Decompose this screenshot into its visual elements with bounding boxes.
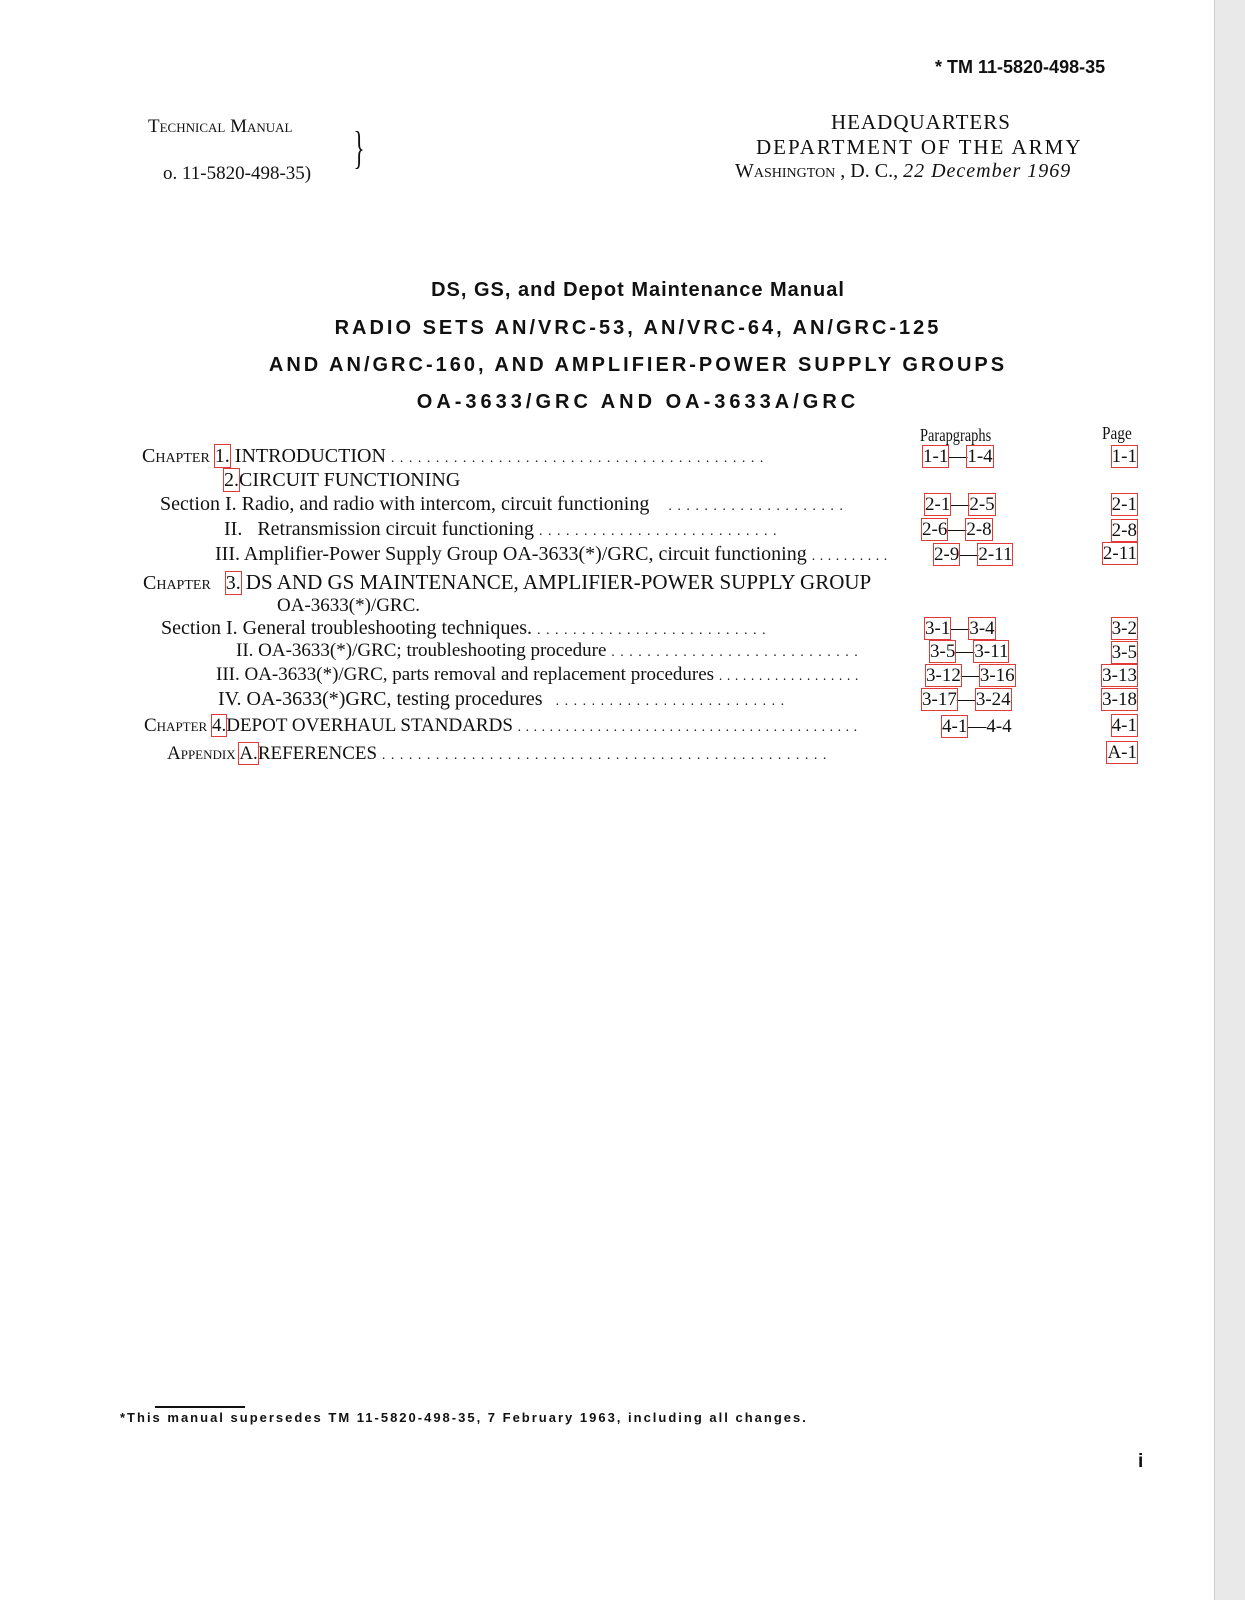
toc-leader: . . . . . . . . . . . . . . . . . . . . . . . . . . xyxy=(555,694,786,709)
toc-entry-3-IV[interactable] xyxy=(218,689,785,710)
toc-title: OA-3633(*)/GRC; troubleshooting procedure xyxy=(258,640,607,661)
toc-leader: . . . . . . . . . . . . . . . . . . . . . . . . . . . xyxy=(538,524,778,539)
title-line-3: AND AN/GRC-160, AND AMPLIFIER-POWER SUPPLY GROUPS xyxy=(268,354,1008,376)
headquarters: HEADQUARTERS xyxy=(831,110,1011,134)
para-from-link[interactable]: 2-9 xyxy=(934,544,960,565)
toc-leader: . . . . . . . . . . . . . . . . . . . . . . . . . . . . . . . . . . . . . . . . . . . . . . . . . . xyxy=(381,748,828,763)
page-link[interactable]: 1-1 xyxy=(1111,446,1137,467)
para-to-link[interactable]: 2-11 xyxy=(978,544,1013,565)
tm-number: * TM 11-5820-498-35 xyxy=(935,57,1106,77)
page-edge xyxy=(1214,0,1245,1600)
page-number: i xyxy=(1138,1451,1144,1472)
toc-title: CIRCUIT FUNCTIONING xyxy=(239,469,461,491)
para-from-link[interactable]: 2-1 xyxy=(925,494,951,515)
toc-entry-2-III[interactable] xyxy=(215,544,888,565)
toc-title: Radio, and radio with intercom, circuit functioning xyxy=(241,493,650,515)
col-page-header: Page xyxy=(1102,423,1132,443)
page-link[interactable]: 2-1 xyxy=(1111,494,1137,515)
toc-title: Amplifier-Power Supply Group OA-3633(*)/GRC, circuit functioning xyxy=(243,543,807,565)
location: Washington , D. C., xyxy=(735,160,899,182)
toc-leader: . . . . . . . . . . . . . . . . . . . . . . . . . . xyxy=(537,623,767,638)
technical-manual-label: Technical Manual xyxy=(148,116,293,137)
page-link[interactable]: 3-5 xyxy=(1111,642,1137,663)
para-to-link[interactable]: 3-24 xyxy=(975,689,1011,710)
department: DEPARTMENT OF THE ARMY xyxy=(756,135,1083,159)
para-to-link[interactable]: 1-4 xyxy=(967,446,993,467)
toc-title: General troubleshooting techniques. xyxy=(242,617,533,639)
toc-chapter-link[interactable]: 1. xyxy=(214,445,230,467)
page-link[interactable]: 3-13 xyxy=(1102,665,1137,686)
toc-prefix: Chapter xyxy=(143,572,211,594)
toc-entry-chapter-4[interactable] xyxy=(144,716,858,736)
page-link[interactable]: 3-2 xyxy=(1111,618,1137,639)
toc-chapter-link[interactable]: 3. xyxy=(225,572,241,594)
toc-leader: . . . . . . . . . . . . . . . . . . xyxy=(718,669,859,684)
page-link[interactable]: 2-8 xyxy=(1111,520,1137,541)
toc-leader: . . . . . . . . . . . . . . . . . . . . . . . . . . . . . . . . . . . . . . . . . . xyxy=(390,451,765,466)
toc-prefix: Section I. xyxy=(161,617,238,639)
toc-entry-3-II[interactable] xyxy=(236,641,859,661)
para-to-link[interactable]: 2-5 xyxy=(969,494,995,515)
para-to-link[interactable]: 2-8 xyxy=(966,519,992,540)
toc-entry-3-III[interactable] xyxy=(216,665,859,685)
toc-chapter-link[interactable]: 2. xyxy=(224,469,239,491)
toc-entry-2-II[interactable] xyxy=(224,519,777,540)
para-to-link[interactable]: 3-16 xyxy=(979,665,1015,686)
para-from-link[interactable]: 3-1 xyxy=(925,618,951,639)
page-link[interactable]: 4-1 xyxy=(1111,715,1137,736)
toc-leader: . . . . . . . . . . . . . . . . . . . . . . . . . . . . xyxy=(611,645,859,660)
page-link[interactable]: 2-11 xyxy=(1102,543,1137,564)
toc-prefix: II. xyxy=(224,518,243,540)
title-line-4: OA-3633/GRC AND OA-3633A/GRC xyxy=(416,391,860,413)
toc-prefix: III. xyxy=(215,543,240,565)
brace: } xyxy=(353,122,365,173)
toc-entry-3-I[interactable] xyxy=(161,618,767,639)
para-to-link[interactable]: 3-4 xyxy=(969,618,995,639)
page-link[interactable]: A-1 xyxy=(1107,742,1137,763)
toc-prefix: II. xyxy=(236,640,254,661)
title-line-1: DS, GS, and Depot Maintenance Manual xyxy=(431,279,845,301)
toc-leader: . . . . . . . . . . xyxy=(811,549,888,564)
para-from-link[interactable]: 4-1 xyxy=(942,716,968,737)
toc-entry-chapter-2[interactable] xyxy=(224,470,460,491)
toc-chapter-link[interactable]: 4. xyxy=(211,715,227,736)
para-to-link[interactable]: 3-11 xyxy=(974,641,1009,662)
toc-title: OA-3633(*)/GRC, parts removal and replacement procedures xyxy=(244,664,715,685)
toc-prefix: IV. xyxy=(218,688,242,710)
para-from-link[interactable]: 3-5 xyxy=(930,641,956,662)
toc-title: DEPOT OVERHAUL STANDARDS xyxy=(226,715,513,736)
date: 22 December 1969 xyxy=(903,160,1072,182)
toc-prefix: III. xyxy=(216,664,240,685)
footnote-rule xyxy=(155,1406,245,1408)
page-link[interactable]: 3-18 xyxy=(1102,689,1137,710)
toc-prefix: Chapter xyxy=(142,445,210,467)
title-line-2: RADIO SETS AN/VRC-53, AN/VRC-64, AN/GRC-125 xyxy=(334,317,942,339)
para-from-link[interactable]: 3-17 xyxy=(922,689,957,710)
toc-leader: . . . . . . . . . . . . . . . . . . . . . . . . . . . . . . . . . . . . . . . . . . . xyxy=(517,720,858,735)
toc-title: Retransmission circuit functioning xyxy=(257,518,534,540)
toc-prefix: Section I. xyxy=(160,493,237,515)
toc-title: REFERENCES xyxy=(257,743,378,764)
toc-title: INTRODUCTION xyxy=(234,445,386,467)
toc-prefix: Appendix xyxy=(167,743,236,764)
toc-title: DS AND GS MAINTENANCE, AMPLIFIER-POWER SUPPLY GROUP xyxy=(245,570,872,594)
para-from-link[interactable]: 2-6 xyxy=(922,519,948,540)
para-from-link[interactable]: 3-12 xyxy=(926,665,961,686)
toc-title: OA-3633(*)GRC, testing procedures xyxy=(246,688,543,710)
toc-appendix-link[interactable]: A. xyxy=(239,743,258,764)
col-paragraphs-header: Parapgraphs xyxy=(920,425,992,445)
toc-leader: . . . . . . . . . . . . . . . . . . . . xyxy=(668,499,844,514)
toc-entry-chapter-1[interactable] xyxy=(142,446,764,467)
para-to-link[interactable]: 4-4 xyxy=(986,716,1012,737)
toc-title-cont: OA-3633(*)/GRC. xyxy=(277,595,421,616)
toc-entry-chapter-3[interactable] xyxy=(143,571,871,594)
footnote: *This manual supersedes TM 11-5820-498-35, 7 February 1963, including all changes. xyxy=(120,1410,808,1425)
manual-number: o. 11-5820-498-35) xyxy=(163,163,312,184)
toc-prefix: Chapter xyxy=(144,715,208,736)
toc-entry-2-I[interactable] xyxy=(160,494,844,515)
toc-entry-appendix-a[interactable] xyxy=(167,744,827,764)
para-from-link[interactable]: 1-1 xyxy=(923,446,949,467)
